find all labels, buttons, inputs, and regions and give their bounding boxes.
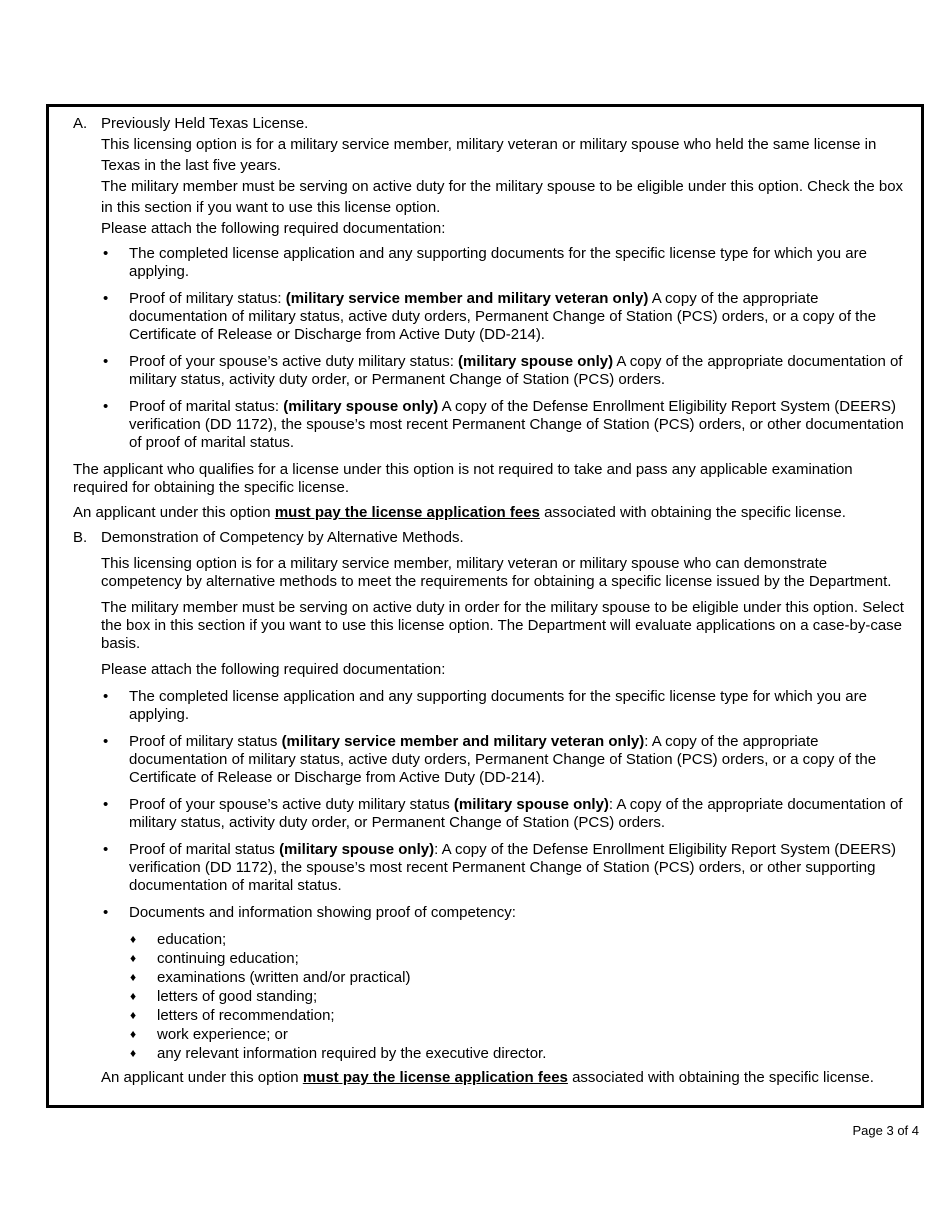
section-b-fee-note: An applicant under this option must pay the license application fees associated with obtaining the specific license.	[101, 1069, 874, 1086]
page-number: Page 3 of 4	[852, 1123, 919, 1138]
bullet-icon: •	[103, 290, 109, 307]
bullet-icon: •	[103, 904, 109, 921]
document-body	[73, 113, 911, 1087]
list-item: • The completed license application and any supporting documents for the specific license type for which you are applying.	[103, 688, 867, 723]
diamond-icon: ♦	[130, 970, 137, 984]
diamond-icon: ♦	[130, 932, 137, 946]
list-item: ♦ work experience; or	[130, 1026, 288, 1043]
section-a-heading	[73, 113, 911, 134]
competency-list	[73, 930, 911, 1063]
list-item: ♦ letters of good standing;	[130, 988, 318, 1005]
section-a-fee-note: An applicant under this option must pay the license application fees associated with obtaining the specific license.	[73, 504, 846, 521]
list-item: ♦ examinations (written and/or practical)	[130, 969, 411, 986]
list-item: • Proof of military status: (military service member and military veteran only) A copy of the appropriate documentation of military status, active duty orders, Permanent Change of Station (PCS) orders, or a copy of the Certificate of Release or Discharge from Active Duty (DD-214).	[103, 290, 877, 343]
bullet-icon: •	[103, 398, 109, 415]
list-item: ♦ education;	[130, 931, 227, 948]
content-frame	[46, 104, 924, 1108]
list-item: ♦ any relevant information required by the executive director.	[130, 1045, 547, 1062]
section-b-intro: This licensing option is for a military service member, military veteran or military spouse who can demonstrate competency by alternative methods to meet the requirements for obtaining a specific license issued by the Department.	[101, 555, 892, 590]
section-a-exam-note: The applicant who qualifies for a license under this option is not required to take and pass any applicable examination required for obtaining the specific license.	[73, 461, 853, 496]
bullet-icon: •	[103, 353, 109, 370]
section-b-doc-list	[73, 688, 911, 922]
section-a-eligibility: The military member must be serving on active duty for the military spouse to be eligible under this option. Check the box in this section if you want to use this license option.	[101, 178, 904, 216]
diamond-icon: ♦	[130, 1046, 137, 1060]
list-item: • Proof of your spouse’s active duty military status (military spouse only): A copy of the appropriate documentation of military status, activity duty order, or Permanent Change of Station (PCS) orders.	[103, 796, 903, 831]
diamond-icon: ♦	[130, 1027, 137, 1041]
section-a-doc-list	[73, 245, 911, 452]
section-b-title: Demonstration of Competency by Alternative Methods.	[101, 529, 464, 546]
bullet-icon: •	[103, 245, 109, 262]
bullet-icon: •	[103, 796, 109, 813]
list-item: • Proof of marital status: (military spouse only) A copy of the Defense Enrollment Eligibility Report System (DEERS) verification (DD 1172), the spouse’s most recent Permanent Change of Station (PCS) orders, or other documentation of proof of marital status.	[103, 398, 904, 451]
list-item: • Proof of your spouse’s active duty military status: (military spouse only) A copy of the appropriate documentation of military status, activity duty order, or Permanent Change of Station (PCS) orders.	[103, 353, 903, 388]
list-item: ♦ continuing education;	[130, 950, 299, 967]
list-item: • Proof of marital status (military spouse only): A copy of the Defense Enrollment Eligibility Report System (DEERS) verification (DD 1172), the spouse’s most recent Permanent Change of Station (PCS) orders, or other supporting documentation of marital status.	[103, 841, 896, 894]
section-b-eligibility: The military member must be serving on active duty in order for the military spouse to be eligible under this option. Select the box in this section if you want to use this license option. The Department will evaluate applications on a case-by-case basis.	[101, 599, 904, 652]
section-b-attach-label: Please attach the following required documentation:	[101, 661, 446, 678]
bullet-icon: •	[103, 733, 109, 750]
list-item: ♦ letters of recommendation;	[130, 1007, 335, 1024]
section-a-attach-label: Please attach the following required documentation:	[101, 220, 446, 237]
diamond-icon: ♦	[130, 951, 137, 965]
bullet-icon: •	[103, 688, 109, 705]
list-item: • The completed license application and any supporting documents for the specific license type for which you are applying.	[103, 245, 867, 280]
section-a-letter: A.	[73, 115, 88, 132]
list-item: • Documents and information showing proof of competency:	[103, 904, 516, 921]
section-b-heading	[73, 529, 911, 547]
section-a-title: Previously Held Texas License.	[101, 115, 309, 132]
section-a-intro: This licensing option is for a military service member, military veteran or military spouse who held the same license in Texas in the last five years.	[101, 136, 877, 174]
bullet-icon: •	[103, 841, 109, 858]
diamond-icon: ♦	[130, 1008, 137, 1022]
section-b-letter: B.	[73, 529, 88, 546]
list-item: • Proof of military status (military service member and military veteran only): A copy of the appropriate documentation of military status, active duty orders, Permanent Change of Station (PCS) orders, or a copy of the Certificate of Release or Discharge from Active Duty (DD-214).	[103, 733, 877, 786]
diamond-icon: ♦	[130, 989, 137, 1003]
